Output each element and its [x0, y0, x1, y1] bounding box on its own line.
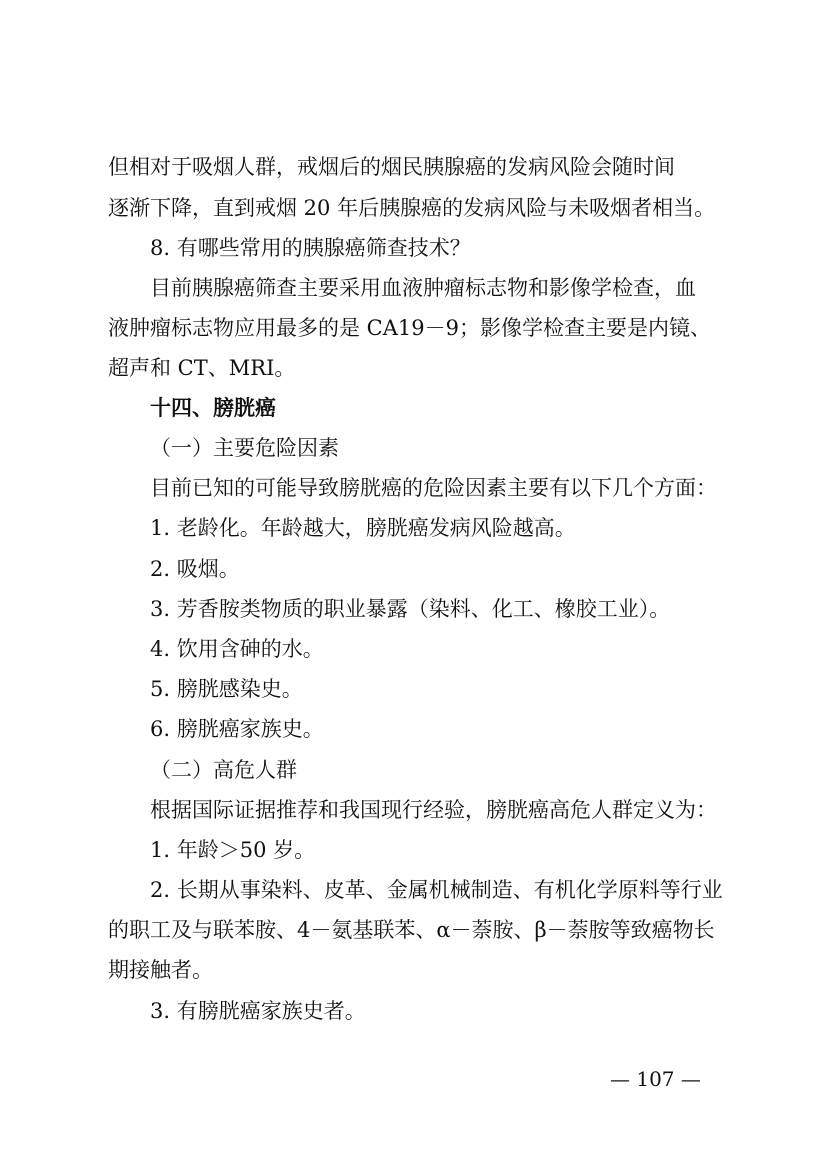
list-item: 1. 老龄化。年龄越大，膀胱癌发病风险越高。: [150, 516, 576, 540]
page-number: — 107 —: [610, 1067, 701, 1091]
paragraph-line: 超声和 CT、MRI。: [108, 356, 296, 380]
list-item: 3. 芳香胺类物质的职业暴露（染料、化工、橡胶工业）。: [150, 597, 671, 621]
paragraph-line: 目前胰腺癌筛查主要采用血液肿瘤标志物和影像学检查，血: [150, 276, 696, 300]
section-heading: 十四、膀胱癌: [150, 395, 276, 420]
list-item: 2. 长期从事染料、皮革、金属机械制造、有机化学原料等行业: [150, 878, 723, 902]
list-item: 1. 年龄＞50 岁。: [150, 838, 316, 862]
subsection-heading: （二）高危人群: [150, 758, 297, 782]
question-heading: 8. 有哪些常用的胰腺癌筛查技术？: [150, 236, 471, 260]
paragraph-line: 的职工及与联苯胺、4－氨基联苯、α－萘胺、β－萘胺等致癌物长: [108, 918, 715, 942]
list-item: 4. 饮用含砷的水。: [150, 637, 324, 661]
paragraph-line: 逐渐下降，直到戒烟 20 年后胰腺癌的发病风险与未吸烟者相当。: [108, 196, 716, 220]
paragraph-line: 根据国际证据推荐和我国现行经验，膀胱癌高危人群定义为：: [150, 798, 717, 822]
list-item: 6. 膀胱癌家族史。: [150, 717, 324, 741]
subsection-heading: （一）主要危险因素: [150, 436, 339, 460]
list-item: 2. 吸烟。: [150, 557, 240, 581]
list-item: 3. 有膀胱癌家族史者。: [150, 999, 366, 1023]
paragraph-line: 期接触者。: [108, 958, 213, 982]
paragraph-line: 液肿瘤标志物应用最多的是 CA19－9；影像学检查主要是内镜、: [108, 316, 711, 340]
paragraph-line: 目前已知的可能导致膀胱癌的危险因素主要有以下几个方面：: [150, 476, 717, 500]
paragraph-line: 但相对于吸烟人群，戒烟后的烟民胰腺癌的发病风险会随时间: [108, 155, 675, 179]
list-item: 5. 膀胱感染史。: [150, 677, 303, 701]
